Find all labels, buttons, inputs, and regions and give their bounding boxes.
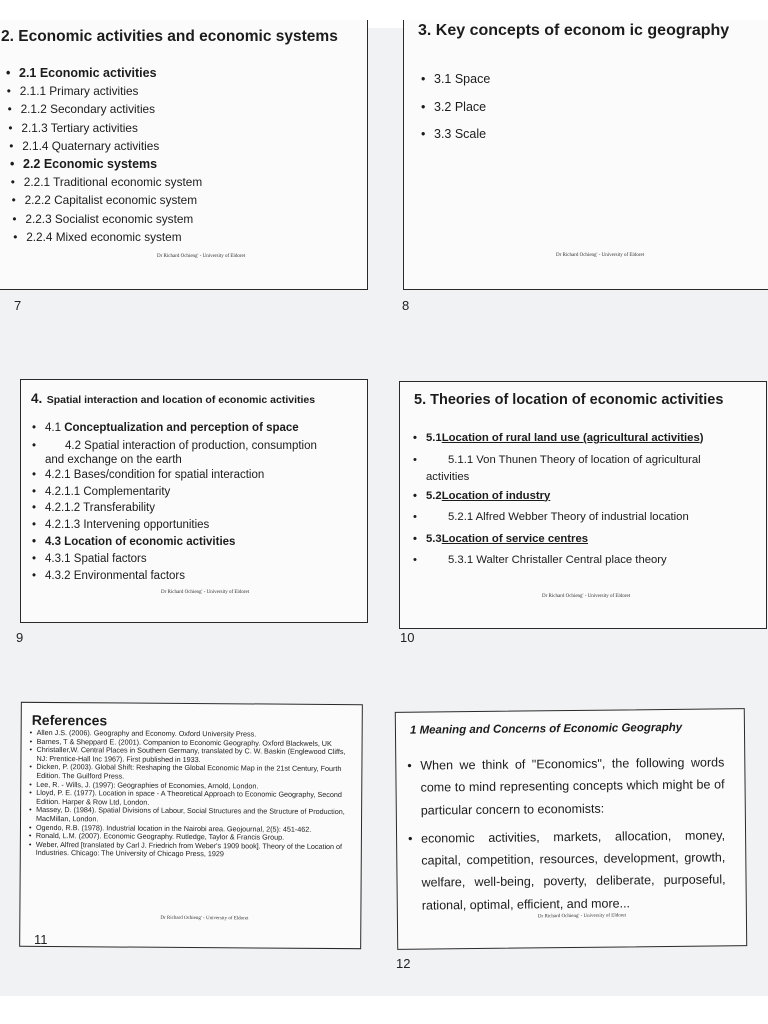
rural-land-use-link[interactable]: Location of rural land use (agricultural activities — [441, 432, 700, 444]
slide-12-bullet-list — [420, 751, 726, 916]
slide-9-bullet-list — [45, 420, 317, 584]
slide-10-bullet-list — [426, 428, 704, 571]
slide-10-item-5-2: • 5.2Location of industry — [426, 486, 704, 507]
slide-7-item: • 2.1.1 Primary activities — [20, 82, 202, 100]
slide-9-item-4-3-1: • 4.3.1 Spatial factors — [45, 551, 317, 568]
page-number-11: 11 — [34, 932, 48, 947]
slide-7 — [0, 20, 368, 290]
slide-9-title-number: 4. — [31, 391, 43, 406]
reference-item: • Christaller,W. Central Places in Southern Germany, translated by C. W. Baskin (Englewood Cliffs, NJ: Prentice-Hall Inc 1967). First published in 1933. — [36, 746, 349, 765]
slide-8-item: • 3.1 Space — [434, 66, 490, 94]
reference-item: • Ogendo, R.B. (1978). Industrial location in the Nairobi area. Geojournal, 2(5): 451-462. — [36, 823, 349, 834]
slide-11-title: References — [31, 711, 108, 729]
slide-9-item-4-2-1-1: • 4.2.1.1 Complementarity — [45, 484, 317, 501]
slide-7-item: • 2.2.2 Capitalist economic system — [25, 191, 203, 209]
slide-9-title — [31, 390, 315, 408]
slide-12-bullet: • economic activities, markets, allocation, money, capital, competition, resources, development, growth, welfare, well-being, poverty, deliberate, purposeful, rational, optimal, efficient, and more... — [421, 824, 726, 916]
slide-7-item: • 2.2.1 Traditional economic system — [24, 173, 202, 191]
references-list — [36, 729, 350, 860]
slide-8-item: • 3.2 Place — [434, 94, 490, 122]
slide-10-item-5-1-1: • 5.1.1 Von Thunen Theory of location of agricultural activities — [426, 449, 704, 486]
slide-9-item-4-3-2: • 4.3.2 Environmental factors — [45, 568, 317, 585]
slide-7-bullet-list — [19, 64, 202, 246]
slide-12 — [395, 708, 747, 950]
slide-9-item-4-2-1-3: • 4.2.1.3 Intervening opportunities — [45, 517, 317, 534]
slide-11 — [19, 702, 363, 949]
slide-7-item: • 2.1.2 Secondary activities — [21, 100, 203, 118]
reference-item: • Barnes, T & Sheppard E. (2001). Companion to Economic Geography. Oxford Blackwels, UK — [37, 738, 350, 749]
industry-location-link[interactable]: Location of industry — [441, 489, 551, 502]
slide-10-footer: Dr Richard Ochieng' - University of Eldoret — [542, 594, 631, 599]
slide-9 — [20, 379, 368, 623]
reference-item: • Lee, R. - Wills, J. (1997): Geographies of Economies, Arnold, London. — [36, 780, 349, 791]
slide-10-item-5-3-1: • 5.3.1 Walter Christaller Central place theory — [426, 549, 704, 571]
page-number-8: 8 — [402, 298, 410, 313]
page-number-9: 9 — [16, 630, 24, 645]
slide-10-title: 5. Theories of location of economic activities — [414, 392, 724, 408]
slide-9-title-text: Spatial interaction and location of economic activities — [46, 394, 316, 406]
slide-8-footer: Dr Richard Ochieng' - University of Eldoret — [556, 253, 645, 258]
slide-12-bullet: • When we think of "Economics", the following words come to mind representing concepts which might be of particular concern to economists: — [420, 751, 725, 821]
page-number-10: 10 — [400, 630, 415, 645]
reference-item: • Weber, Alfred [translated by Carl J. Friedrich from Weber's 1909 book]. Theory of the Location of Industries. Chicago: The University of Chicago Press, 1929 — [36, 841, 349, 860]
page-number-12: 12 — [396, 956, 411, 971]
slide-10-item-5-2-1: • 5.2.1 Alfred Webber Theory of industrial location — [426, 506, 704, 528]
slide-8 — [403, 20, 768, 290]
slide-9-item-4-3: • 4.3 Location of economic activities — [45, 534, 317, 551]
slide-8-title: 3. Key concepts of econom ic geography — [418, 22, 730, 39]
slide-8-bullet-list — [434, 66, 490, 149]
slide-9-item-4-2-1: • 4.2.1 Bases/condition for spatial interaction — [45, 467, 317, 484]
page-number-7: 7 — [14, 298, 22, 313]
slide-9-footer: Dr Richard Ochieng' - University of Eldoret — [161, 590, 250, 595]
reference-item: • Massey, D. (1984). Spatial Divisions of Labour, Social Structures and the Structure of Production, MacMillan, London. — [36, 806, 349, 825]
slide-7-item: • 2.2.4 Mixed economic system — [26, 228, 202, 246]
slide-12-title: 1 Meaning and Concerns of Economic Geography — [409, 721, 683, 737]
slide-12-footer: Dr Richard Ochieng' - University of Eldoret — [537, 913, 627, 920]
slide-7-title: 2. Economic activities and economic systems — [1, 28, 338, 45]
slide-7-item: • 2.1.4 Quaternary activities — [22, 137, 202, 155]
reference-item: • Allen J.S. (2006). Geography and Economy. Oxford University Press. — [37, 729, 350, 740]
slide-7-item: • 2.2 Economic systems — [23, 155, 202, 173]
slide-10-item-5-1: • 5.1Location of rural land use (agricultural activities) — [426, 428, 704, 449]
slide-10 — [399, 381, 767, 629]
slide-7-item: • 2.1 Economic activities — [19, 64, 202, 82]
slide-9-item-4-2-1-2: • 4.2.1.2 Transferability — [45, 500, 317, 517]
reference-item: • Ronald, L.M. (2007). Economic Geography. Rutledge, Taylor & Francis Group. — [36, 832, 349, 843]
slide-10-item-5-3: • 5.3Location of service centres — [426, 528, 704, 550]
slide-9-item-4-1: • 4.1 Conceptualization and perception of space — [45, 420, 317, 437]
slide-8-item: • 3.3 Scale — [434, 121, 490, 149]
service-centres-link[interactable]: Location of service centres — [441, 532, 589, 545]
slide-7-item: • 2.1.3 Tertiary activities — [21, 119, 202, 137]
reference-item: • Lloyd, P. E. (1977). Location in space - A Theoretical Approach to Economic Geography, Second Edition. Harper & Row Ltd, London. — [36, 789, 349, 808]
slide-11-footer: Dr Richard Ochieng' - University of Eldoret — [160, 915, 249, 922]
page-bottom-margin — [0, 996, 768, 1024]
slide-7-footer: Dr Richard Ochieng' - University of Eldoret — [157, 254, 246, 259]
slide-7-item: • 2.2.3 Socialist economic system — [25, 210, 202, 228]
slide-9-item-4-2: • 4.2 Spatial interaction of production, consumption and exchange on the earth — [45, 437, 317, 467]
reference-item: • Dicken, P. (2003). Global Shift: Reshaping the Global Economic Map in the 21st Century, Fourth Edition. The Guilford Press. — [36, 763, 349, 782]
